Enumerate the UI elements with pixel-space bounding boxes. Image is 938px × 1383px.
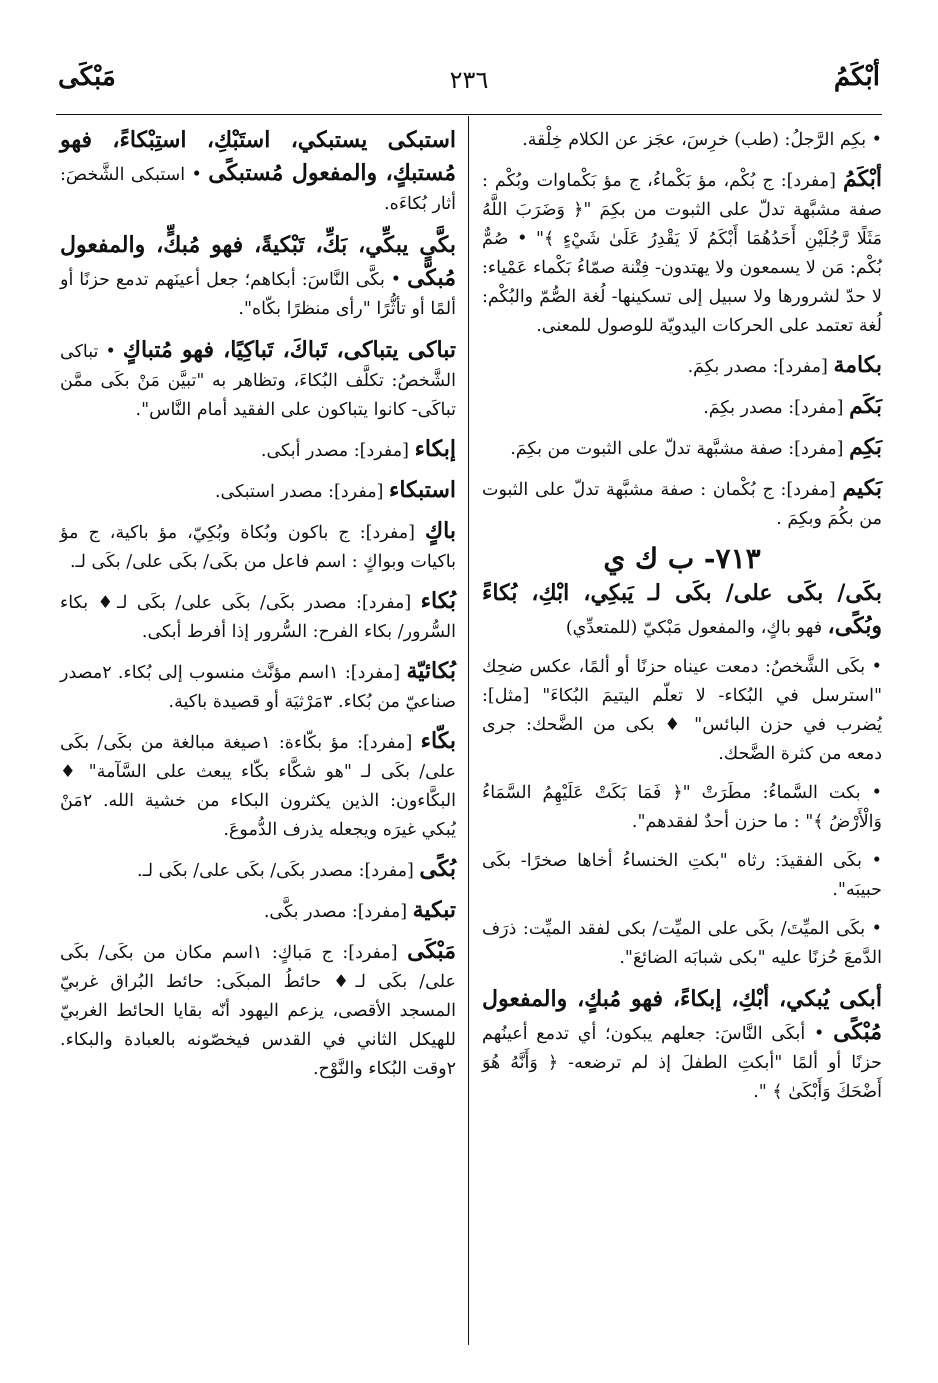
dictionary-entry xyxy=(482,433,882,464)
entry-text: [مفرد]: ج باكون وبُكاة وبُكِيّ، مؤ باكية، ج مؤ باكيات وبواكٍ : اسم فاعل من بكَى/ بكَى على/ بكَى لـ. xyxy=(60,523,456,572)
entry-text: • تباكى الشَّخصُ: تكلَّف البُكاءَ، وتظاهر به "تبيَّن مَنْ بكَى ممَّن تباكَى- كانوا يتباكون على الفقيد أمام النَّاس". xyxy=(60,342,456,420)
sense-entry xyxy=(482,847,882,905)
entry-text: [مفرد]: مؤ بكّاءة: ١صيغة مبالغة من بكَى/ بكَى على/ بكَى لـ "هو شكَّاء بكّاء يبعث على السَّآمة" ♦ البكَّاءون: الذين يكثرون البكاء من خشية الله. ٢مَنْ يُبكي غيرَه ويجعله يذرف الدُّموعَ. xyxy=(60,733,456,840)
entry-text: [مفرد]: مصدر استبكى. xyxy=(214,482,384,502)
dictionary-entry xyxy=(60,727,456,845)
headword: بُكاء xyxy=(420,588,456,614)
entry-text: [مفرد]: مصدر بكَى/ بكَى على/ بكَى لـ♦ بكاء السُّرور/ بكاء الفرح: السُّرور إذا أفرط أبكى. xyxy=(60,593,456,642)
headword: استبكاء xyxy=(388,477,456,503)
entry-text: • بكت السَّماءُ: مطَرَتْ "﴿ فَمَا بَكَتْ عَلَيْهِمُ السَّمَاءُ وَالْأَرْضُ ﴾" : ما حزن أحدٌ لفقدهم". xyxy=(482,783,882,832)
dictionary-entry xyxy=(60,896,456,927)
dictionary-entry xyxy=(482,165,882,341)
dictionary-entry xyxy=(60,657,456,717)
entry-text: • أبكَى النَّاسَ: جعلهم يبكون؛ أي تدمع أعينُهم حزنًا أو ألمًا "أبكتِ الطفلَ إذ لم ترضعه- ﴿ وَأَنَّهُ هُوَ أَضْحَكَ وَأَبْكَىٰ ﴾ ". xyxy=(482,1024,882,1102)
dictionary-entry xyxy=(60,517,456,577)
header-rule xyxy=(56,114,882,115)
headword: تبكية xyxy=(412,897,456,923)
entry-text: [مفرد]: ج بُكْمان : صفة مشبَّهة تدلّ على الثبوت من بكُمَ وبكِمَ . xyxy=(482,480,882,529)
headword: بَكِم xyxy=(849,434,882,460)
dictionary-entry xyxy=(482,392,882,423)
sense-entry xyxy=(482,779,882,837)
running-head-right: أبْكَمُ xyxy=(833,62,880,92)
entry-text: • بكَى الفقيدَ: رثاه "بكتِ الخنساءُ أخاها صخرًا- بكَى حبيبَه". xyxy=(482,851,882,900)
root-section-title: ٧١٣- ب ك ي xyxy=(603,542,761,575)
entry-text: [مفرد]: مصدر بكَى/ بكَى على/ بكَى لـ. xyxy=(137,861,414,881)
right-column xyxy=(482,124,882,1117)
dictionary-entry xyxy=(60,476,456,507)
dictionary-entry xyxy=(482,351,882,382)
entry-text: [مفرد]: مصدر أبكى. xyxy=(260,441,409,461)
verb-conjugation: استبكى يستبكي، استَبْكِ، استِبْكاءً، فهو مُستبكٍ، والمفعول مُستبكًى xyxy=(60,127,456,186)
headword: إبكاء xyxy=(414,436,456,462)
entry-text: فهو باكٍ، والمفعول مَبْكيّ (للمتعدِّي) xyxy=(565,618,823,638)
verb-conjugation: تباكى يتباكى، تَباكَ، تَباكِيًا، فهو مُتباكٍ xyxy=(122,337,456,363)
entry-text: • بكَى الشَّخصُ: دمعت عيناه حزنًا أو ألمًا، عكس ضحِك "استرسل في البُكاء- لا تعلّم اليتيمَ البُكاءَ" [مثل]: يُضرب في حزن البائس" ♦ بكى من الضَّحك: جرى دمعه من كثرة الضَّحك. xyxy=(482,657,882,764)
entry-text: [مفرد]: ج مَباكٍ: ١اسم مكان من بكَى/ بكَى على/ بكَى لـ♦ حائطُ المبكَى: حائط البُراق غربيّ المسجد الأقصى، يزعم اليهود أنّه بقايا الحائط الغربيّ للهيكل الثاني في القدس فيخصّونه بالعبادة والبكاء. ٢وقت البُكاء والنَّوْح. xyxy=(60,943,456,1079)
sense-entry xyxy=(482,653,882,769)
entry-text: • بكَى الميِّتَ/ بكَى على الميِّت/ بكى لفقد الميِّت: ذرَف الدَّمعَ حُزنًا عليه "بكى شبابَه الضائعَ". xyxy=(482,919,882,968)
dictionary-entry xyxy=(482,124,882,155)
verb-entry xyxy=(60,229,456,324)
dictionary-entry xyxy=(60,435,456,466)
headword: بَكيم xyxy=(842,475,882,501)
entry-text: [مفرد]: ١اسم مؤنَّث منسوب إلى بُكاء. ٢مصدر صناعيّ من بُكاء. ٣مَرْثيَة أو قصيدة باكية. xyxy=(60,663,456,712)
verb-entry xyxy=(482,983,882,1107)
headword: بُكائيّة xyxy=(406,658,456,684)
headword: مَبْكَى xyxy=(407,938,456,964)
column-divider xyxy=(468,116,469,1345)
entry-text: [مفرد]: صفة مشبَّهة تدلّ على الثبوت من بكِمَ. xyxy=(510,439,844,459)
headword: بُكًى xyxy=(419,856,456,882)
page-number: ٢٣٦ xyxy=(449,66,489,94)
verb-entry xyxy=(482,577,882,643)
verb-entry xyxy=(60,124,456,219)
entry-text: • استبكى الشَّخصَ: أثار بُكاءَه. xyxy=(60,165,456,214)
verb-conjugation: أبكى يُبكي، أبْكِ، إبكاءً، فهو مُبكٍ، والمفعول مُبْكًى xyxy=(482,986,882,1045)
verb-conjugation: بكَى/ بكَى على/ بكَى لـ يَبكِي، ابْكِ، بُكاءً وبُكًى، xyxy=(482,580,882,639)
page-header xyxy=(58,62,880,102)
entry-text: [مفرد]: مصدر بكِمَ. xyxy=(703,398,844,418)
headword: أبْكَمُ xyxy=(842,166,882,192)
headword: بكامة xyxy=(833,352,882,378)
running-head-left: مَبْكَى xyxy=(58,62,116,92)
entry-text: [مفرد]: ج بُكْم، مؤ بَكْماءُ، ج مؤ بَكْماوات وبُكْم : صفة مشبَّهة تدلّ على الثبوت من بكِمَ "﴿ وَضَرَبَ اللَّهُ مَثَلًا رَّجُلَيْنِ أَحَدُهُمَا أَبْكَمُ لَا يَقْدِرُ عَلَىٰ شَيْءٍ ﴾" • صُمٌّ بُكْم: مَن لا يسمعون ولا يهتدون- فِتْنة صمّاءُ بَكْماء عَمْياء: لا حدّ لشرورها ولا سبيل إلى تسكينها- لُغة الصُّمّ والبُكْم: لُغة تعتمد على الحركات اليدويّة للوصول للمعنى. xyxy=(482,171,882,336)
dictionary-entry xyxy=(60,587,456,647)
entry-text: [مفرد]: مصدر بكِمَ. xyxy=(687,357,828,377)
headword: بكّاء xyxy=(420,728,456,754)
headword: بَكَم xyxy=(849,393,882,419)
dictionary-entry xyxy=(60,855,456,886)
entry-text: [مفرد]: مصدر بكَّى. xyxy=(263,902,408,922)
headword: باكٍ xyxy=(425,518,456,544)
verb-conjugation: بكَّى يبكِّي، بَكِّ، تَبْكيةً، فهو مُبكٍّ، والمفعول مُبكًّى xyxy=(60,232,456,291)
left-column xyxy=(60,124,456,1094)
entry-text: • بكِم الرَّجلُ: (طب) خرِسَ، عجَز عن الكلام خِلْقة. xyxy=(522,130,882,150)
dictionary-entry xyxy=(482,474,882,534)
dictionary-entry xyxy=(60,937,456,1084)
sense-entry xyxy=(482,915,882,973)
verb-entry xyxy=(60,334,456,425)
entry-text: • بكَّى النَّاسَ: أبكاهم؛ جعل أعينَهم تدمع حزنًا أو ألمًا أو تأثُّرًا "رأى منظرًا بكّاه". xyxy=(60,270,456,319)
